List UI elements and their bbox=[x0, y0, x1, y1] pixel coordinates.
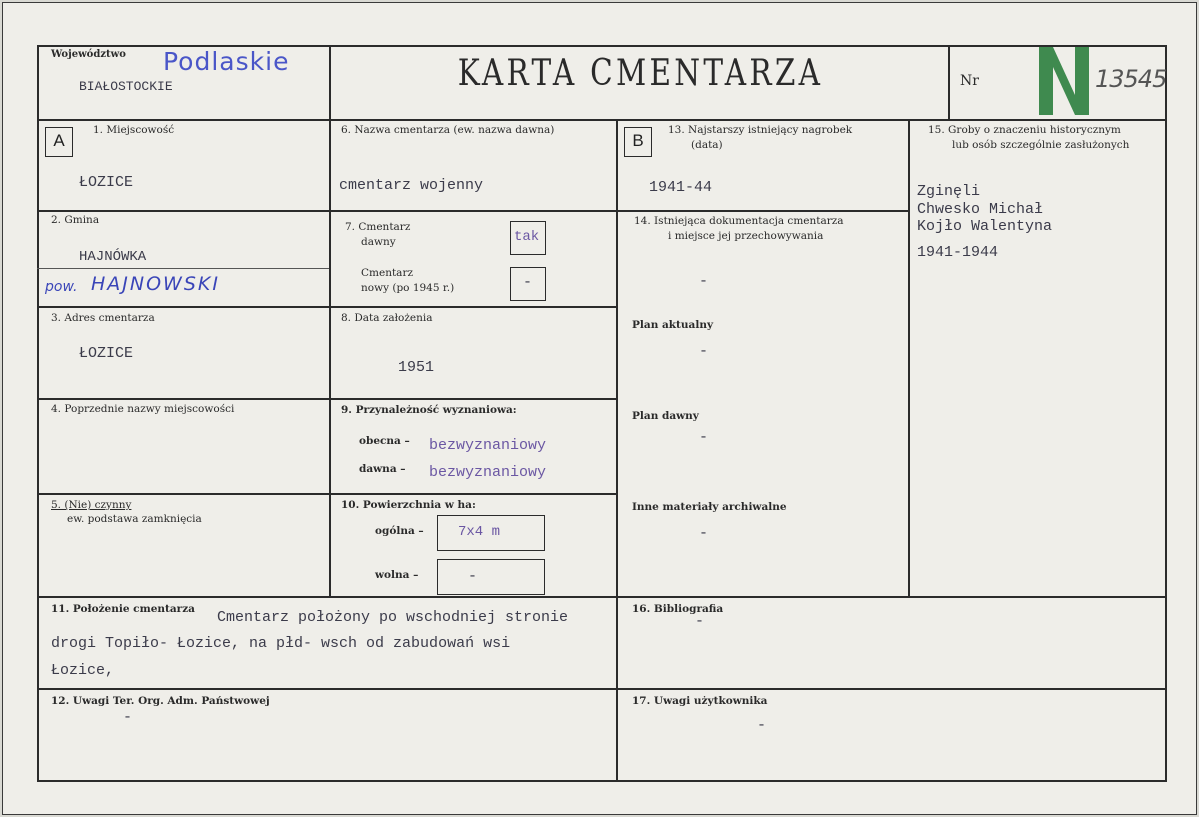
field-15-sublabel: lub osób szczególnie zasłużonych bbox=[952, 139, 1130, 151]
field-4-label: 4. Poprzednie nazwy miejscowości bbox=[51, 403, 235, 415]
field-15-line: Chwesko Michał bbox=[917, 201, 1044, 218]
field-17-value: - bbox=[757, 717, 767, 734]
field-7-label: 7. Cmentarz bbox=[345, 221, 411, 233]
row-line bbox=[37, 398, 617, 400]
header-divider bbox=[37, 119, 1167, 121]
field-10-wolna-value: - bbox=[468, 568, 478, 585]
frame-bottom bbox=[37, 780, 1167, 782]
row-line bbox=[37, 210, 617, 212]
field-14-value: - bbox=[699, 273, 709, 290]
field-7-nowy-label: Cmentarz bbox=[361, 267, 413, 279]
field-10-ogolna-value: 7x4 m bbox=[458, 524, 501, 540]
nr-value: 13545 bbox=[1095, 65, 1167, 93]
field-10-label: 10. Powierzchnia w ha: bbox=[341, 499, 476, 511]
field-11-label: 11. Położenie cmentarza bbox=[51, 603, 195, 615]
row-line bbox=[37, 493, 617, 495]
field-12-value: - bbox=[123, 709, 133, 726]
col-mid-divider bbox=[616, 119, 618, 782]
field-2-hand-value: HAJNOWSKI bbox=[91, 273, 220, 295]
header-col1 bbox=[329, 45, 331, 120]
section-a-badge: A bbox=[45, 127, 73, 157]
field-8-label: 8. Data założenia bbox=[341, 312, 433, 324]
field-10-wolna-box[interactable] bbox=[437, 559, 545, 595]
marker-n-icon bbox=[1033, 41, 1095, 119]
field-14-label: 14. Istniejąca dokumentacja cmentarza bbox=[634, 215, 844, 227]
field-16-value: - bbox=[695, 613, 705, 630]
field-7-nowy-sublabel: nowy (po 1945 r.) bbox=[361, 282, 455, 294]
field-15-line: 1941-1944 bbox=[917, 244, 999, 261]
inne-materialy-label: Inne materiały archiwalne bbox=[632, 501, 787, 513]
header-col2 bbox=[948, 45, 950, 120]
field-11-line1: Cmentarz położony po wschodniej stronie bbox=[217, 609, 569, 626]
wojewodztwo-label: Województwo bbox=[51, 49, 126, 60]
section-b-badge: B bbox=[624, 127, 652, 157]
field-15-label: 15. Groby o znaczeniu historycznym bbox=[928, 124, 1121, 136]
card-title: KARTA CMENTARZA bbox=[457, 53, 824, 94]
field-9-dawna-value: bezwyznaniowy bbox=[429, 464, 547, 481]
field-12-label: 12. Uwagi Ter. Org. Adm. Państwowej bbox=[51, 695, 270, 707]
field-7-nowy-value: - bbox=[523, 274, 533, 291]
field-2-value: HAJNÓWKA bbox=[79, 249, 147, 265]
field-10-wolna-label: wolna – bbox=[375, 569, 419, 581]
row-line bbox=[37, 596, 1167, 598]
row-line bbox=[37, 688, 1167, 690]
plan-dawny-value: - bbox=[699, 429, 709, 446]
row-line-thin bbox=[37, 268, 329, 269]
plan-aktualny-value: - bbox=[699, 343, 709, 360]
field-11-line3: Łozice, bbox=[51, 662, 115, 679]
wojewodztwo-typed: BIAŁOSTOCKIE bbox=[79, 79, 173, 94]
field-13-label: 13. Najstarszy istniejący nagrobek bbox=[668, 124, 853, 136]
frame-left bbox=[37, 45, 39, 782]
row-line bbox=[37, 306, 617, 308]
plan-dawny-label: Plan dawny bbox=[632, 410, 699, 422]
field-3-value: ŁOZICE bbox=[79, 345, 134, 362]
field-5-label: 5. (Nie) czynny bbox=[51, 499, 132, 511]
field-2-hand-prefix: pow. bbox=[45, 279, 78, 295]
field-6-value: cmentarz wojenny bbox=[339, 177, 484, 194]
field-10-ogolna-label: ogólna – bbox=[375, 525, 424, 537]
field-7-nowy-box[interactable] bbox=[510, 267, 546, 301]
field-15-line: Kojło Walentyna bbox=[917, 218, 1053, 235]
field-10-ogolna-box[interactable] bbox=[437, 515, 545, 551]
row-line-b bbox=[616, 210, 908, 212]
field-13-value: 1941-44 bbox=[649, 179, 713, 196]
field-13-sublabel: (data) bbox=[691, 139, 723, 151]
field-11-line2: drogi Topiło- Łozice, na płd- wsch od zabudowań wsi bbox=[51, 635, 511, 652]
field-9-dawna-label: dawna – bbox=[359, 463, 406, 475]
field-17-label: 17. Uwagi użytkownika bbox=[632, 695, 768, 707]
field-16-label: 16. Bibliografia bbox=[632, 603, 724, 615]
field-6-label: 6. Nazwa cmentarza (ew. nazwa dawna) bbox=[341, 124, 555, 136]
field-1-label: 1. Miejscowość bbox=[93, 124, 175, 136]
field-1-value: ŁOZICE bbox=[79, 174, 134, 191]
field-14-sublabel: i miejsce jej przechowywania bbox=[668, 230, 824, 242]
field-9-label: 9. Przynależność wyznaniowa: bbox=[341, 404, 517, 416]
field-8-value: 1951 bbox=[398, 359, 435, 376]
frame-right bbox=[1165, 45, 1167, 782]
col-a-b-divider bbox=[329, 119, 331, 597]
col-right-divider bbox=[908, 119, 910, 597]
nr-label: Nr bbox=[960, 73, 979, 89]
field-9-obecna-label: obecna – bbox=[359, 435, 410, 447]
field-3-label: 3. Adres cmentarza bbox=[51, 312, 155, 324]
cemetery-card bbox=[2, 2, 1197, 815]
wojewodztwo-stamp: Podlaskie bbox=[163, 47, 290, 76]
plan-aktualny-label: Plan aktualny bbox=[632, 319, 714, 331]
inne-materialy-value: - bbox=[699, 525, 709, 542]
field-5-sublabel: ew. podstawa zamknięcia bbox=[67, 513, 202, 525]
field-9-obecna-value: bezwyznaniowy bbox=[429, 437, 547, 454]
field-2-label: 2. Gmina bbox=[51, 214, 100, 226]
field-7-dawny-box[interactable] bbox=[510, 221, 546, 255]
field-7-sublabel: dawny bbox=[361, 236, 396, 248]
field-7-dawny-value: tak bbox=[514, 229, 540, 245]
field-15-line: Zginęli bbox=[917, 183, 981, 200]
